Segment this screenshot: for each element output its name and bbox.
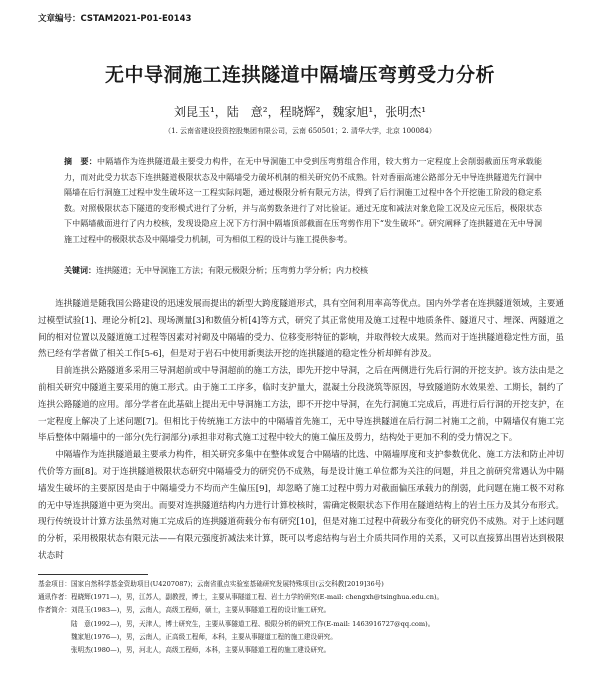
footnotes [38,578,564,657]
footnote-author-bio: 陆 意(1992—)，男，天津人，博士研究生，主要从事隧道工程、极限分析的研究工作(E-mail: 1463916727@qq.com)。 [38,619,435,628]
footnote-author-bio: 作者简介：刘昆玉(1983—)，男，云南人，高级工程师，硕士，主要从事隧道工程的设计施工研究。 [38,606,331,615]
document-id: 文章编号：CSTAM2021-P01-E0143 [38,14,192,24]
body-paragraph-1: 连拱隧道是随我国公路建设的迅速发展而提出的新型大跨度隧道形式，具有空间利用率高等优点。国内外学者在连拱隧道领域，主要通过模型试验[1]、理论分析[2]、现场测量[3]和数值分析[4]等方式，研究了其正常使用及施工过程中地质条件、隧道尺寸、埋深、两隧道之间的相对位置以及隧道施工过程等因素对衬砌及中隔墙的受力、位移变形特征的影响，并取得较大成果。然而对于连拱隧道稳定性方面，虽然已经有学者做了相关工作[5-6]，但是对于岩石中使用新奥法开挖的连拱隧道的稳定性分析却鲜有涉及。 [38,299,564,360]
body-paragraph-2: 目前连拱公路隧道多采用三导洞超前或中导洞超前的施工方法，即先开挖中导洞，之后在两侧进行先后行洞的开挖支护。该方法由是之前相关研究中隧道主要采用的施工形式。由于施工工序多，临时支护量大，混凝土分段浇筑等原因，导致隧道防水效果差、工期长，制约了连拱公路隧道的应用。部分学者在此基础上提出无中导洞施工方法，即不开挖中导洞，在先行洞施工完成后，再进行后行洞的开挖支护，在一定程度上解决了上述问题[7]。但相比于传统施工方法中的中隔墙首先施工，无中导连拱隧道在后行洞二衬施工之前，中隔墙仅有施工完毕后整体中隔墙中的一部分(先行洞部分)承担非对称式施工过程中较大的施工偏压及剪力，结构处于更加不利的受力情况之下。 [38,366,564,444]
footnote-funding: 基金项目：国家自然科学基金资助项目(U4207087)；云南省重点实验室基础研究发展特殊项目(云交科教[2019]36号) [38,580,384,588]
paper-title: 无中导洞施工连拱隧道中隔墙压弯剪受力分析 [104,64,495,86]
footnote-divider [38,574,148,575]
footnote-corresponding-author: 通讯作者：程晓辉(1971—)，男，江苏人，副教授，博士，主要从事隧道工程、岩土力学的研究(E-mail: chengxh@tsinghua.edu.cn)。 [38,593,444,602]
abstract [64,154,542,247]
body-text [38,296,564,565]
abstract-text: 中隔墙作为连拱隧道最主要受力构件，在无中导洞施工中受到压弯剪组合作用，较大剪力一定程度上会削弱截面压弯承载能力，而对此受力状态下连拱隧道极限状态及中隔墙受力破坏机制的相关研究仍不成熟。针对香丽高速公路部分无中导连拱隧道先行洞中隔墙在后行洞施工过程中发生破坏这一工程实际问题，通过极限分析有限元方法，得到了后行洞施工过程中各个开挖施工阶段的稳定系数。对照极限状态下隧道的变形模式进行了分析，并与高剪数条进行了对比验证。通过无度和减法对象危险工况及应元压后，极限状态下中隔墙截面进行了内力校核，发现设隐应上况下方行洞中隔墙顶部截面在压弯剪作用下“发生破坏”。研究阐释了连拱隧道在无中导洞施工过程中的极限状态及中隔墙受力机制，可为相似工程的设计与施工提供参考。 [64,157,542,244]
body-paragraph-3: 中隔墙作为连拱隧道最主要承力构件，相关研究多集中在整体或复合中隔墙的比选、中隔墙厚度和支护参数优化、施工方法和防止冲切代价等方面[8]。对于连拱隧道极限状态研究中隔墙受力的研究仍不成熟，每是设计施工单位都为关注的问题，并且之前研究常遇认为中隔墙发生破坏的主要原因是由于中隔墙受力不均而产生偏压[9]，却忽略了施工过程中剪力对截面偏压承载力的削弱，此问题在施工极不对称的无中导连拱隧道中更为突出。而要对连拱隧道结构内力进行计算校核时，需确定极限状态下作用在隧道结构上的岩土压力及其分布形式。现行传统设计计算方法虽然对施工完成后的连拱隧道荷载分布有研究[10]，但是对施工过程中荷载分布变化的研究仍不成熟。对于上述问题的分析，采用极限状态有限元法——有限元强度折减法来计算，既可以考虑结构与岩土介质共同作用的关系，又可以直接算出围岩达到极限状态时 [38,450,564,561]
footnote-author-bio: 魏家旭(1976—)，男，云南人，正高级工程师，本科，主要从事隧道工程的施工建设研究。 [38,632,337,641]
keywords-text: 连拱隧道；无中导洞施工方法；有限元极限分析；压弯剪力学分析；内力校核 [96,266,368,275]
keywords [64,264,542,278]
keywords-label: 关键词： [64,266,96,275]
author-list: 刘昆玉¹，陆 意²，程晓辉²，魏家旭¹，张明杰¹ [173,105,427,119]
abstract-label: 摘 要： [64,157,97,166]
footnote-author-bio: 张明杰(1980—)，男，河北人，高级工程师，本科，主要从事隧道工程的施工建设研究。 [38,646,331,655]
affiliation: （1. 云南省建设投资控股集团有限公司，云南 650501；2. 清华大学，北京 100084） [164,127,436,135]
